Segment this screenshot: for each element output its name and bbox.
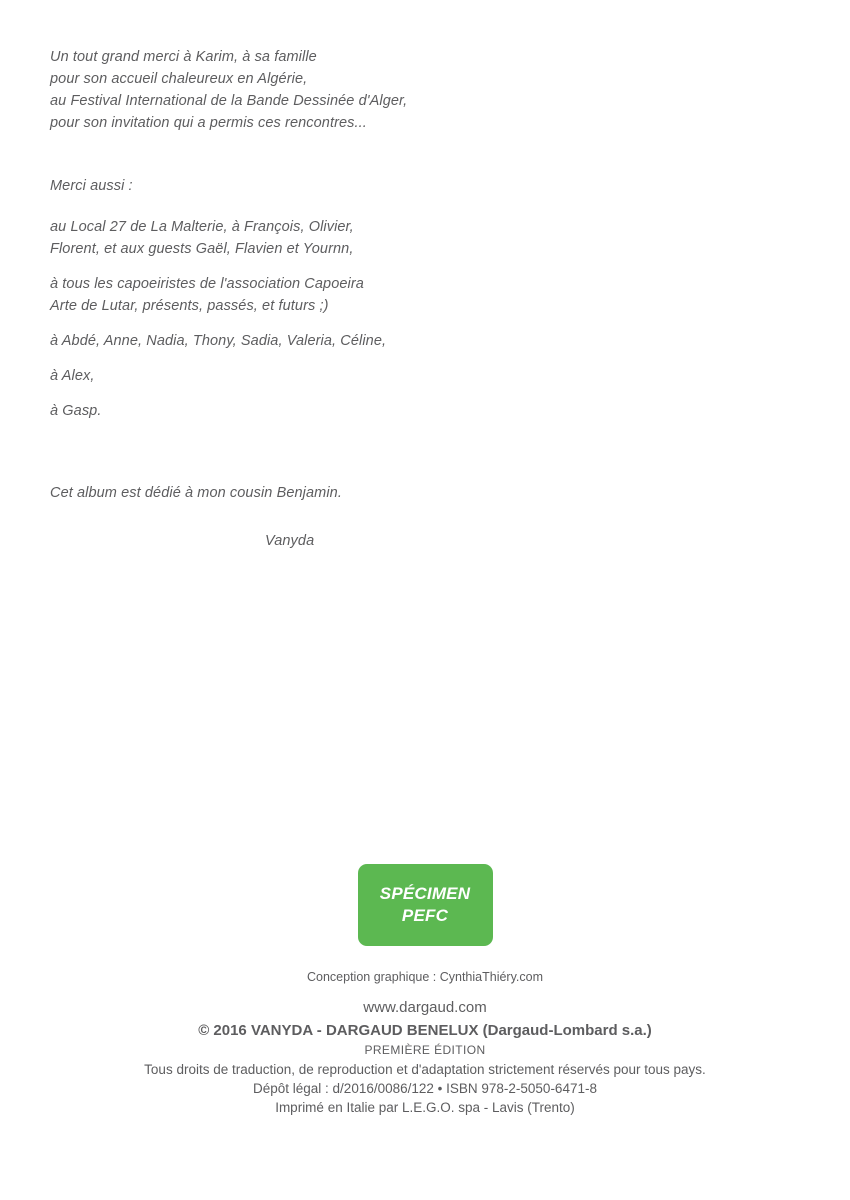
printer-info: Imprimé en Italie par L.E.G.O. spa - Lavis (Trento) — [275, 1100, 575, 1115]
acknowledgement-line: au Festival International de la Bande Dessinée d'Alger, — [50, 93, 408, 110]
copyright-notice: © 2016 VANYDA - DARGAUD BENELUX (Dargaud-Lombard s.a.) — [198, 1022, 652, 1039]
thanks-item — [50, 400, 570, 422]
author-signature: Vanyda — [265, 533, 315, 550]
thanks-line: à tous les capoeiristes de l'association Capoeira — [50, 276, 364, 293]
thanks-line: à Abdé, Anne, Nadia, Thony, Sadia, Valeria, Céline, — [50, 333, 387, 350]
spacer — [50, 387, 570, 400]
rights-notice: Tous droits de traduction, de reproduction et d'adaptation strictement réservés pour tous pays. — [144, 1062, 706, 1077]
thanks-line: à Gasp. — [50, 403, 102, 420]
thanks-line: au Local 27 de La Malterie, à François, Olivier, — [50, 219, 354, 236]
legal-deposit-isbn: Dépôt légal : d/2016/0086/122 • ISBN 978-2-5050-6471-8 — [253, 1081, 597, 1096]
graphic-design-credit: Conception graphique : CynthiaThiéry.com — [306, 970, 543, 984]
acknowledgement-line: pour son accueil chaleureux en Algérie, — [50, 71, 308, 88]
pefc-stamp-container — [0, 864, 850, 946]
dedication: Cet album est dédié à mon cousin Benjamin. — [50, 485, 342, 502]
stamp-line-pefc: PEFC — [401, 906, 449, 925]
spacer — [50, 197, 570, 216]
acknowledgement-line: Un tout grand merci à Karim, à sa famille — [50, 49, 317, 65]
edition-label: PREMIÈRE ÉDITION — [364, 1043, 486, 1057]
publisher-website-link[interactable]: www.dargaud.com — [363, 999, 487, 1016]
thanks-line: Florent, et aux guests Gaël, Flavien et Yournn, — [50, 241, 354, 258]
spacer — [50, 134, 570, 175]
acknowledgement-main-paragraph — [50, 46, 570, 134]
spacer — [50, 422, 570, 482]
colophon — [0, 970, 850, 1115]
thanks-line: à Alex, — [50, 368, 95, 385]
thanks-item — [50, 216, 570, 260]
acknowledgement-line: pour son invitation qui a permis ces rencontres... — [50, 115, 367, 132]
acknowledgements-block — [50, 46, 570, 552]
thanks-item — [50, 273, 570, 317]
also-thanks-header: Merci aussi : — [50, 178, 133, 195]
stamp-line-specimen: SPÉCIMEN — [379, 884, 471, 904]
spacer — [50, 352, 570, 365]
thanks-item — [50, 330, 570, 352]
pefc-specimen-stamp — [358, 864, 493, 946]
thanks-line: Arte de Lutar, présents, passés, et futurs ;) — [50, 298, 329, 315]
thanks-item — [50, 365, 570, 387]
spacer — [50, 317, 570, 330]
spacer — [50, 260, 570, 273]
